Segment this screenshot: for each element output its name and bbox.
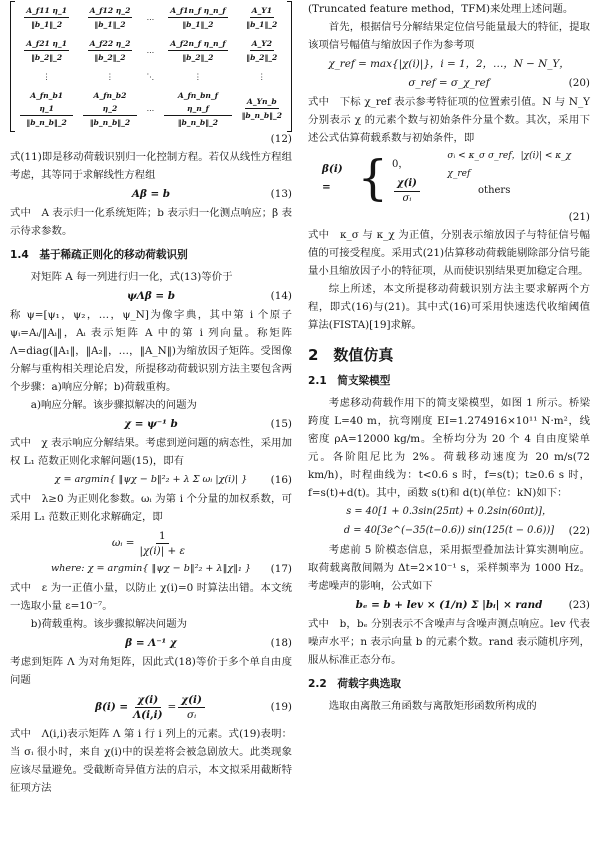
equation-17 [10, 560, 292, 578]
fraction [136, 529, 188, 558]
paragraph: 式中 κ_σ 与 κ_χ 为正值，分别表示缩放因子与特征信号幅值的可接受程度。采用式(21)估算移动荷载能剔除部分信号能量小且缩放因子小的特征项，从而使识别结果更加稳定合理。 [308, 229, 590, 277]
equation-lhs: ωᵢ = [111, 537, 135, 549]
equation-number: (21) [568, 211, 590, 223]
equation-number: (12) [270, 133, 292, 145]
equation: ψΛβ = b [127, 290, 175, 302]
matrix-cell-denominator: ‖b_2‖_2 [246, 52, 278, 62]
paragraph: (Truncated feature method，TFM)来处理上述问题。 [308, 3, 574, 15]
matrix-cell-denominator: ‖b_n_b‖_2 [89, 117, 131, 127]
equation-20b [308, 74, 590, 92]
matrix-row [15, 67, 287, 86]
matrix-cell-denominator: ‖b_1‖_2 [182, 19, 214, 29]
paragraph: 式中 ε 为一正值小量，以防止 χ(i)=0 时算法出错。本文统一选取小量 ε=10⁻⁷。 [10, 582, 292, 612]
matrix-cell-denominator: ‖b_n_b‖_2 [241, 111, 283, 120]
equation-number: (23) [568, 599, 590, 611]
matrix-cell [15, 86, 78, 132]
matrix-cell-denominator: ‖b_1‖_2 [31, 19, 63, 29]
matrix-cell-numerator: A_fn_b1 η_1 [20, 89, 73, 116]
equation-number: (15) [270, 418, 292, 430]
matrix-cell-numerator: A_Y2 [250, 37, 274, 51]
equation-number: (13) [270, 188, 292, 200]
equation: β = Λ⁻¹ χ [125, 637, 177, 649]
matrix-cell [15, 1, 78, 34]
matrix-cell: … [146, 12, 155, 22]
equation-number: (16) [270, 474, 292, 486]
paragraph: a)响应分解。该步骤拟解决的问题为 [30, 399, 197, 411]
paragraph: 式中 下标 χ_ref 表示参考特征项的位置索引值。N 与 N_Y 分别表示 χ 的元素个数与初始条件分量个数。其次，采用下述公式估算荷载系数与初始条件，即 [308, 96, 590, 144]
matrix-row [15, 86, 287, 132]
matrix-cell [159, 34, 236, 67]
matrix-cell [15, 34, 78, 67]
numerator: χ(i) [135, 693, 162, 708]
paragraph: 考虑到矩阵 Λ 为对角矩阵，因此式(18)等价于多个单自由度问题 [10, 656, 292, 686]
matrix-cell-denominator: ‖b_n_b‖_2 [26, 117, 67, 127]
equation-lhs: β(i) = [95, 701, 129, 713]
matrix-cell-numerator: A_f22 η_2 [88, 37, 133, 51]
matrix-cell [159, 86, 236, 132]
matrix-cell-denominator: ‖b_n_b‖_2 [177, 117, 219, 127]
matrix-cell [237, 1, 287, 34]
matrix-cell-denominator: ‖b_1‖_2 [94, 19, 126, 29]
matrix-cell-denominator: ‖b_2‖_2 [94, 52, 126, 62]
equation: bₑ = b + lev × (1/n) Σ |bᵢ| × rand [355, 599, 543, 611]
matrix-cell [78, 34, 141, 67]
paragraph: 综上所述，本文所提移动荷载识别方法主要求解两个方程，即式(16)与(21)。其中式(16)可采用快速迭代收缩阈值算法(FISTA)[19]求解。 [308, 283, 590, 331]
matrix-equation-12 [10, 2, 292, 130]
equation-number: (18) [270, 637, 292, 649]
equation-17-weight [10, 527, 292, 559]
equation-21 [308, 148, 590, 208]
equation-23 [308, 596, 590, 614]
paragraph: 称 ψ=[ψ₁，ψ₂，…，ψ_N]为像字典，其中第 i 个原子 ψᵢ=Aᵢ/‖Aᵢ‖，Aᵢ 表示矩阵 A 中的第 i 列向量。称矩阵 Λ=diag(‖A₁‖，‖A₂‖，…，‖A_N‖)为缩放因子矩阵。受图像分解与重构相关理论启发，所提移动荷载识别方法主要包含两个步骤：a)响应分解；b)荷载重构。 [10, 309, 292, 393]
equation-15 [10, 415, 292, 433]
section-heading: 2 数值仿真 [308, 346, 394, 364]
matrix-cell-numerator: A_f21 η_1 [24, 37, 69, 51]
matrix-cell [237, 34, 287, 67]
matrix-cell-numerator: A_fn_bn_f η_n_f [164, 89, 231, 116]
equation: σ_ref = σ_χ_ref [408, 77, 490, 89]
matrix-cell: ⋮ [106, 71, 114, 81]
numerator: χ(i) [178, 693, 205, 708]
equation-22b [308, 522, 590, 540]
matrix-cell [159, 1, 236, 34]
paragraph: 式(11)即是移动荷载识别归一化控制方程。若仅从线性方程组考虑，其等同于求解线性方程组 [10, 151, 292, 181]
equation-16 [10, 471, 292, 489]
matrix-cell-numerator: A_fn_b2 η_2 [83, 89, 136, 116]
cases: 0， σᵢ < κ_σ σ_ref，|χ(i)| < κ_χ χ_ref $\frac{\chi(i)}{\text{σᵢ}}$ others [392, 151, 572, 204]
paragraph: 首先，根据信号分解结果定位信号能量最大的特征，提取该项信号幅值与缩放因子作为参考项 [308, 21, 590, 51]
equation: χ_ref = max{|χ(i)|}，i = 1，2，…，N − N_Y， [328, 58, 570, 70]
matrix-cell: … [146, 104, 155, 113]
paragraph: 式中 Λ(i,i)表示矩阵 Λ 第 i 行 i 列上的元素。式(19)表明：当 σᵢ 很小时，来自 χ(i)中的误差将会被急剧放大。此类现象应该尽量避免。受截断奇异值方法的启示，本文拟采用截断特征项方法 [10, 728, 292, 794]
matrix-cell: ⋮ [258, 71, 266, 81]
paragraph: 式中 A 表示归一化系统矩阵；b 表示归一化测点响应；β 表示待求参数。 [10, 207, 292, 237]
matrix-table [15, 1, 287, 132]
normalized-matrix [10, 1, 292, 132]
piecewise: β(i) = { 0， σᵢ < κ_σ σ_ref，|χ(i)| < κ_χ χ_ref $\frac{\chi(i)}{\text{σᵢ}}$ others [322, 152, 590, 204]
paragraph: b)荷载重构。该步骤拟解决问题为 [30, 618, 187, 630]
subsection-heading: 2.1 简支梁模型 [308, 375, 391, 387]
matrix-cell-numerator: A_f2n_f η_n_f [168, 37, 227, 51]
equation-number: (22) [568, 525, 590, 537]
denominator: Λ(i,i) [133, 708, 163, 721]
matrix-cell-numerator: A_Yn_b [245, 95, 279, 109]
denominator: |χ(i)| + ε [139, 544, 186, 557]
matrix-cell [78, 1, 141, 34]
equation-20a [308, 55, 590, 73]
paragraph: 式中 χ 表示响应分解结果。考虑到逆问题的病态性，采用加权 L₁ 范数正则化求解问题(15)，即有 [10, 437, 292, 467]
equation-19: β(i) = $\frac{\chi(i)}{\Lambda(i,i)}$ = $\frac{\chi(i)}{\text{σᵢ}}$ (19) [95, 693, 292, 721]
numerator: 1 [156, 529, 169, 544]
matrix-row [15, 1, 287, 34]
equation: d = 40[3e^(−35(t−0.6)) sin(125(t − 0.6))] [343, 525, 555, 536]
equation-lhs: β(i) = [322, 163, 343, 193]
subsection-heading: 2.2 荷载字典选取 [308, 678, 401, 690]
equation: where: χ = argmin{ ‖ψχ − b‖²₂ + λ‖χ‖₁ } [50, 563, 252, 574]
fraction [178, 693, 205, 722]
equation: Aβ = b [131, 188, 171, 200]
denominator: σᵢ [186, 708, 197, 721]
paragraph: 对矩阵 A 每一列进行归一化，式(13)等价于 [30, 271, 233, 283]
matrix-cell-denominator: ‖b_2‖_2 [182, 52, 214, 62]
equation-18 [10, 634, 292, 652]
matrix-cell-denominator: ‖b_1‖_2 [246, 19, 278, 29]
paragraph: 考虑移动荷载作用下的简支梁模型，如图 1 所示。桥梁跨度 L=40 m，抗弯刚度 EI=1.274916×10¹¹ N·m²，线密度 ρA=12000 kg/m。全桥均分为 20 个 4 自由度梁单元。各阶阻尼比为 2%。荷载移动速度为 20 m/s(72 km/h)，时程曲线为：t<0.6 s 时，f=s(t)；t≥0.6 s 时，f=s(t)+d(t)。其中，函数 s(t)和 d(t)(单位：kN)如下： [308, 397, 590, 499]
section-heading: 1.4 基于稀疏正则化的移动荷载识别 [10, 249, 188, 261]
equation-number: (19) [270, 701, 292, 713]
fraction [130, 693, 165, 722]
matrix-cell-numerator: A_f11 η_1 [24, 4, 69, 18]
right-column [308, 0, 590, 715]
matrix-cell: … [146, 45, 155, 55]
matrix-cell: ⋱ [146, 71, 155, 81]
equation-13 [10, 185, 292, 203]
equation-number: (20) [568, 77, 590, 89]
equation: χ = ψ⁻¹ b [124, 418, 178, 430]
equation-22a [308, 503, 590, 521]
equation-number: (17) [270, 563, 292, 575]
matrix-cell [237, 86, 287, 132]
left-column [10, 0, 292, 797]
matrix-cell: ⋮ [194, 71, 202, 81]
matrix-row [15, 34, 287, 67]
paragraph: 考虑前 5 阶模态信息，采用振型叠加法计算实测响应。取荷载离散间隔为 Δt=2×10⁻¹ s，采样频率为 1000 Hz。考虑噪声的影响，公式如下 [308, 544, 590, 592]
paragraph: 式中 λ≥0 为正则化参数。ωᵢ 为第 i 个分量的加权系数，可采用 L₁ 范数正则化求解确定，即 [10, 493, 292, 523]
equation-14 [10, 287, 292, 305]
matrix-cell: ⋮ [42, 71, 51, 81]
paragraph: 式中 b，bₑ 分别表示不含噪声与含噪声测点响应。lev 代表噪声水平；n 表示向量 b 的元素个数。rand 表示随机序列，服从标准正态分布。 [308, 618, 590, 666]
equation: s = 40[1 + 0.3sin(25πt) + 0.2sin(60πt)]， [346, 506, 552, 517]
paragraph: 选取由离散三角函数与离散矩形函数所构成的 [328, 700, 537, 712]
matrix-cell-numerator: A_f1n_f η_n_f [168, 4, 227, 18]
matrix-cell-numerator: A_Y1 [250, 4, 274, 18]
matrix-cell-denominator: ‖b_2‖_2 [31, 52, 63, 62]
equation: χ = argmin{ ‖ψχ − b‖²₂ + λ Σ ωᵢ |χ(i)| } [54, 474, 248, 485]
equation-number: (14) [270, 290, 292, 302]
matrix-cell [78, 86, 141, 132]
matrix-cell-numerator: A_f12 η_2 [88, 4, 133, 18]
